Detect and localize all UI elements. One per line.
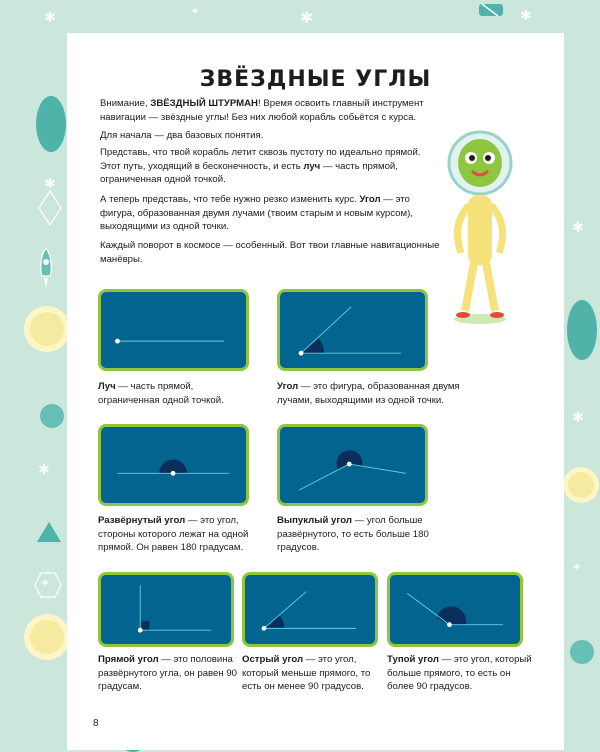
star-icon: ✱ — [44, 176, 56, 192]
text-span: — часть прямой, ограниченная одной точкой. — [100, 160, 398, 185]
planet-decoration — [40, 404, 64, 428]
bold-term: Угол — [359, 194, 381, 205]
page-number: 8 — [93, 718, 99, 729]
term-label: Угол — [277, 381, 299, 392]
term-label: Луч — [98, 381, 116, 392]
ray-card — [98, 289, 249, 371]
intro-paragraph — [100, 129, 440, 143]
alien-illustration — [445, 125, 515, 325]
star-icon: ✱ — [520, 8, 532, 24]
triangle-icon — [36, 520, 62, 544]
page-title: ЗВЁЗДНЫЕ УГЛЫ — [199, 67, 432, 92]
sun-decoration — [30, 620, 64, 654]
ray-diagram — [101, 292, 246, 368]
right-angle-caption — [98, 653, 238, 694]
star-icon: ✱ — [300, 8, 314, 27]
caption-text: — часть прямой, ограниченная одной точкой. — [98, 381, 224, 406]
rocket-icon — [36, 246, 56, 290]
star-icon: ✱ — [44, 10, 56, 26]
reflex-angle-diagram — [280, 427, 425, 503]
star-icon: ✦ — [40, 576, 51, 590]
obtuse-angle-caption — [387, 653, 537, 694]
caption-text: — это фигура, образованная двумя лучами, выходящими из одной точки. — [277, 381, 460, 406]
text-span: Каждый поворот в космосе — особенный. Вот твои главные навигационные манёвры. — [100, 240, 440, 265]
planet-decoration — [36, 96, 66, 152]
caption-text: — это половина развёрнутого угла, он равен 90 градусам. — [98, 654, 238, 692]
straight-angle-card — [98, 424, 249, 506]
text-span: Представь, что твой корабль летит сквозь пустоту по идеально прямой. Этот путь, уходящий в бесконечность, и есть — [100, 147, 421, 172]
intro-paragraph — [100, 146, 440, 187]
text-span: Внимание, — [100, 98, 151, 109]
term-label: Прямой угол — [98, 654, 159, 665]
caption-text: — это угол, который меньше прямого, то есть он менее 90 градусов. — [242, 654, 371, 692]
diamond-icon — [38, 190, 62, 226]
content-page — [67, 33, 564, 750]
reflex-angle-card — [277, 424, 428, 506]
planet-decoration — [570, 640, 594, 664]
angle-diagram — [280, 292, 425, 368]
satellite-icon — [476, 0, 506, 22]
hexagon-icon — [34, 572, 62, 598]
acute-angle-caption — [242, 653, 392, 694]
obtuse-angle-card — [387, 572, 523, 647]
term-label: Острый угол — [242, 654, 304, 665]
sun-decoration — [30, 312, 64, 346]
right-angle-card — [98, 572, 234, 647]
right-angle-diagram — [101, 575, 231, 644]
text-span: Для начала — два базовых понятия. — [100, 130, 264, 141]
sun-decoration — [568, 472, 594, 498]
planet-decoration — [567, 300, 597, 360]
acute-angle-card — [242, 572, 378, 647]
text-span: ! Время освоить главный инструмент навигации — звёздные углы! Без них любой корабль собьётся с курса. — [100, 98, 424, 123]
star-icon: ✱ — [38, 462, 50, 478]
straight-angle-caption — [98, 514, 263, 555]
bold-term: ЗВЁЗДНЫЙ ШТУРМАН — [150, 98, 258, 109]
star-icon: ✱ — [572, 410, 584, 426]
star-icon: ✦ — [572, 560, 583, 574]
angle-caption — [277, 380, 477, 407]
star-icon: ✦ — [190, 4, 201, 18]
ray-caption — [98, 380, 248, 407]
star-icon: ✱ — [572, 220, 584, 236]
text-span: А теперь представь, что тебе нужно резко изменить курс. — [100, 194, 360, 205]
intro-paragraph — [100, 239, 440, 266]
obtuse-angle-diagram — [390, 575, 520, 644]
bold-term: луч — [303, 160, 321, 172]
caption-text: — это угол, который больше прямого, то есть он более 90 градусов. — [387, 654, 532, 692]
text-span: — это фигура, образованная двумя лучами (твоим старым и новым курсом), выходящими из одной точки. — [100, 194, 413, 232]
intro-paragraph — [100, 97, 440, 124]
straight-angle-diagram — [101, 427, 246, 503]
intro-paragraph — [100, 193, 440, 234]
reflex-angle-caption — [277, 514, 437, 555]
term-label: Тупой угол — [387, 654, 439, 665]
acute-angle-diagram — [245, 575, 375, 644]
caption-text: — это угол, стороны которого лежат на одной прямой. Он равен 180 градусам. — [98, 515, 249, 553]
term-label: Развёрнутый угол — [98, 515, 186, 526]
caption-text: — угол больше развёрнутого, то есть больше 180 градусов. — [277, 515, 429, 553]
angle-card — [277, 289, 428, 371]
term-label: Выпуклый угол — [277, 515, 352, 526]
